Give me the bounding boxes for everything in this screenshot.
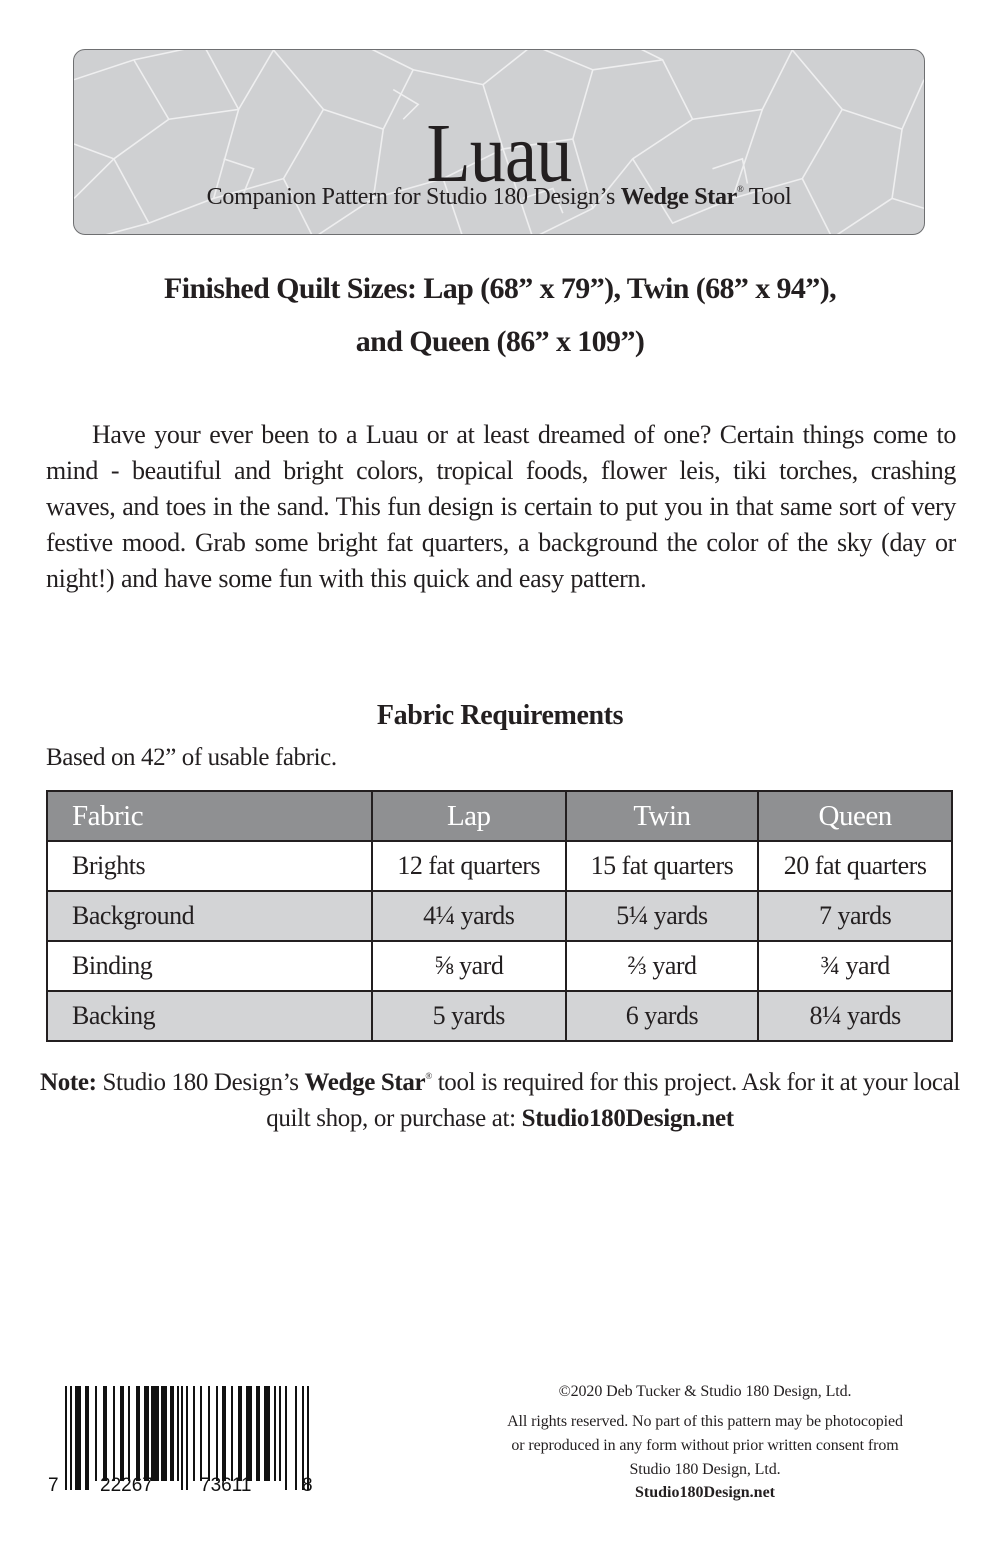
rights-line-1: All rights reserved. No part of this pattern may be photocopied [507, 1413, 903, 1430]
cell-lap: 4¼ yards [372, 891, 566, 941]
barcode-bar [170, 1386, 174, 1481]
barcode-bar [274, 1386, 276, 1481]
rights-line-3: Studio 180 Design, Ltd. [629, 1461, 781, 1478]
barcode-digits-group-2: 73611 [200, 1475, 252, 1496]
fabric-requirements-table [46, 790, 953, 1042]
table-row [47, 991, 952, 1041]
row-label: Background [47, 891, 372, 941]
barcode-bar [120, 1386, 124, 1481]
barcode-bar [246, 1386, 252, 1481]
cell-twin: 5¼ yards [566, 891, 759, 941]
table-row [47, 841, 952, 891]
copyright-line: ©2020 Deb Tucker & Studio 180 Design, Ltd. [558, 1383, 852, 1400]
footer-website[interactable]: Studio180Design.net [634, 1484, 776, 1501]
cell-queen: ¾ yard [758, 941, 952, 991]
cell-queen: 8¼ yards [758, 991, 952, 1041]
sizes-line-1: Finished Quilt Sizes: Lap (68” x 79”), Twin (68” x 94”), [163, 272, 837, 305]
barcode-bar [151, 1386, 159, 1481]
barcode-bar [216, 1386, 218, 1481]
fabric-basis-note: Based on 42” of usable fabric. [46, 744, 337, 771]
note-tool-name: Wedge Star [304, 1069, 426, 1096]
barcode-bar [95, 1386, 97, 1481]
cell-lap: 5 yards [372, 991, 566, 1041]
cell-lap: ⅝ yard [372, 941, 566, 991]
note-text-2: tool is required for this project. Ask for it at your local quilt shop, or purchase at: [266, 1069, 960, 1132]
subtitle-tool-name: Wedge Star [620, 184, 738, 210]
barcode-bar [161, 1386, 167, 1481]
barcode-digits-group-1: 22267 [100, 1475, 153, 1496]
barcode-bar [70, 1386, 72, 1490]
barcode-bar [144, 1386, 149, 1481]
sizes-line-2: and Queen (86” x 109”) [355, 325, 645, 358]
column-header-twin: Twin [566, 791, 759, 841]
row-label: Backing [47, 991, 372, 1041]
title-banner [73, 49, 925, 235]
barcode-bar [200, 1386, 202, 1481]
note-text-1: Studio 180 Design’s [96, 1069, 305, 1096]
cell-twin: 6 yards [566, 991, 759, 1041]
subtitle-prefix: Companion Pattern for Studio 180 Design’s [206, 184, 621, 210]
pattern-subtitle [74, 174, 924, 212]
rights-line-2: or reproduced in any form without prior written consent from [511, 1437, 899, 1454]
barcode-digit-right: 8 [302, 1475, 313, 1496]
note-label: Note: [40, 1069, 97, 1096]
barcode-bar [186, 1386, 188, 1490]
barcode-bar [285, 1386, 287, 1490]
barcode-bar [136, 1386, 140, 1481]
cell-twin: ⅔ yard [566, 941, 759, 991]
barcode-bar [85, 1386, 89, 1490]
row-label: Brights [47, 841, 372, 891]
cell-queen: 7 yards [758, 891, 952, 941]
rights-statement [440, 1410, 970, 1482]
barcode-bar [222, 1386, 226, 1481]
table-row [47, 891, 952, 941]
barcode-bar [65, 1386, 67, 1490]
barcode-digit-left: 7 [48, 1475, 59, 1496]
barcode-bar [208, 1386, 210, 1481]
note-website-link[interactable]: Studio180Design.net [521, 1105, 734, 1132]
cell-queen: 20 fat quarters [758, 841, 952, 891]
barcode-bar [231, 1386, 233, 1481]
note-registered-mark: ® [425, 1071, 432, 1081]
finished-quilt-sizes [0, 262, 1000, 368]
pattern-title: Luau [426, 107, 572, 200]
table-row [47, 941, 952, 991]
barcode-bar [75, 1386, 81, 1490]
barcode-bar [193, 1386, 195, 1481]
subtitle-suffix: Tool [743, 184, 792, 210]
upc-barcode [40, 1378, 340, 1500]
barcode-bar [181, 1386, 183, 1490]
cell-lap: 12 fat quarters [372, 841, 566, 891]
intro-paragraph: Have your ever been to a Luau or at least dreamed of one? Certain things come to mind - beautiful and bright colors, tropical foods, flower leis, tiki torches, crashing waves, and toes in the sand. This fun design is certain to put you in that same sort of very festive mood. Grab some bright fat quarters, a background the color of the sky (day or night!) and have some fun with this quick and easy pattern. [46, 420, 956, 593]
column-header-lap: Lap [372, 791, 566, 841]
cell-twin: 15 fat quarters [566, 841, 759, 891]
barcode-bar [103, 1386, 107, 1481]
tool-required-note [40, 1058, 960, 1137]
barcode-bar [264, 1386, 270, 1481]
column-header-queen: Queen [758, 791, 952, 841]
barcode-bar [295, 1386, 297, 1490]
barcode-bar [177, 1386, 179, 1481]
barcode-bar [238, 1386, 242, 1481]
row-label: Binding [47, 941, 372, 991]
table-header-row [47, 791, 952, 841]
registered-mark: ® [737, 184, 744, 194]
barcode-bar [256, 1386, 260, 1481]
barcode-bar [113, 1386, 115, 1481]
column-header-fabric: Fabric [47, 791, 372, 841]
fabric-requirements-heading: Fabric Requirements [376, 700, 624, 731]
barcode-bar [279, 1386, 281, 1481]
barcode-bar [128, 1386, 130, 1481]
